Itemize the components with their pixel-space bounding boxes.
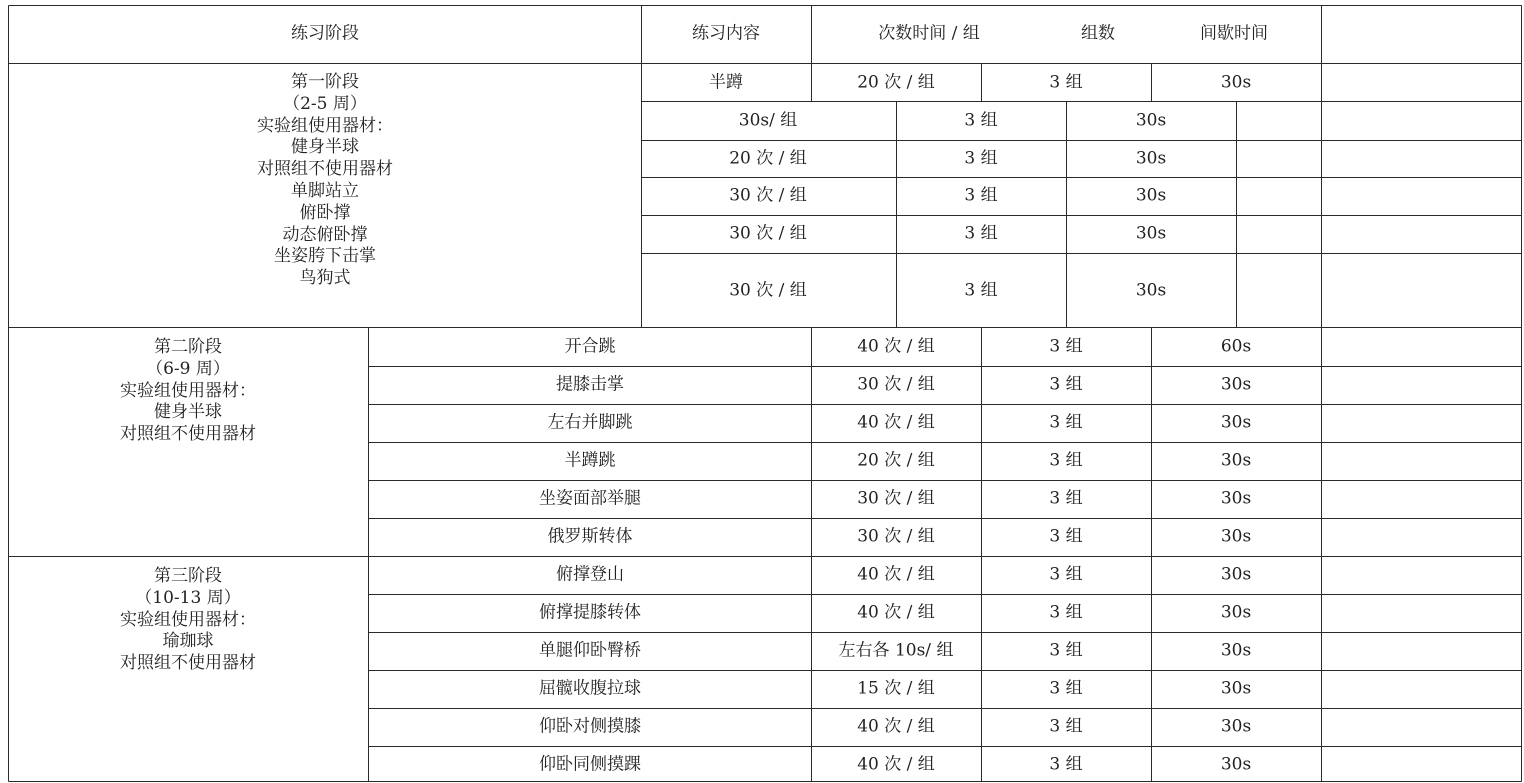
table-cell-reps: 30s/ 组 [738, 110, 798, 131]
table-cell-content: 仰卧对侧摸膝 [539, 716, 641, 737]
table-cell-content: 仰卧同侧摸踝 [539, 754, 641, 775]
table-cell-rest: 30s [1220, 754, 1252, 775]
table-cell-rest: 30s [1135, 185, 1167, 206]
header-content: 练习内容 [692, 23, 760, 44]
table-cell-reps: 40 次 / 组 [857, 564, 935, 585]
header-rest: 间歇时间 [1200, 23, 1268, 44]
table-cell-sets: 3 组 [1049, 488, 1083, 509]
header-sets: 组数 [1081, 23, 1115, 44]
table-cell-sets: 3 组 [1049, 754, 1083, 775]
table-cell-reps: 20 次 / 组 [857, 72, 935, 93]
table-cell-reps: 30 次 / 组 [729, 223, 807, 244]
table-cell-rest: 30s [1220, 678, 1252, 699]
table-cell-sets: 3 组 [964, 148, 998, 169]
table-cell-content: 左右并脚跳 [547, 412, 633, 433]
table-cell-content: 俯撑登山 [556, 564, 624, 585]
table-cell-rest: 30s [1220, 602, 1252, 623]
table-cell-reps: 30 次 / 组 [857, 526, 935, 547]
table-cell-reps: 40 次 / 组 [857, 754, 935, 775]
table-cell-rest: 30s [1135, 110, 1167, 131]
stage-2-label: 第二阶段 （6-9 周） 实验组使用器材： 健身半球 对照组不使用器材 [120, 337, 256, 445]
table-cell-content: 半蹲 [709, 72, 743, 93]
table-cell-sets: 3 组 [1049, 412, 1083, 433]
table-cell-reps: 20 次 / 组 [729, 148, 807, 169]
table-cell-sets: 3 组 [1049, 602, 1083, 623]
table-cell-rest: 30s [1220, 564, 1252, 585]
table-cell-reps: 30 次 / 组 [857, 488, 935, 509]
table-cell-rest: 30s [1220, 488, 1252, 509]
table-cell-rest: 30s [1135, 148, 1167, 169]
table-cell-sets: 3 组 [964, 110, 998, 131]
table-cell-sets: 3 组 [1049, 564, 1083, 585]
table-cell-content: 俄罗斯转体 [547, 526, 633, 547]
table-cell-content: 俯撑提膝转体 [539, 602, 641, 623]
table-cell-content: 单腿仰卧臀桥 [539, 640, 641, 661]
table-cell-rest: 30s [1220, 450, 1252, 471]
table-cell-content: 提膝击掌 [556, 374, 624, 395]
table-cell-sets: 3 组 [1049, 678, 1083, 699]
table-cell-sets: 3 组 [1049, 640, 1083, 661]
header-stage: 练习阶段 [291, 23, 359, 44]
table-cell-reps: 40 次 / 组 [857, 336, 935, 357]
stage-1-label: 第一阶段 （2-5 周） 实验组使用器材： 健身半球 对照组不使用器材 单脚站立 俯卧撑 动态俯卧撑 坐姿胯下击掌 鸟狗式 [257, 72, 393, 289]
stage-3-label: 第三阶段 （10-13 周） 实验组使用器材： 瑜珈球 对照组不使用器材 [120, 566, 256, 674]
table-cell-rest: 30s [1220, 412, 1252, 433]
table-cell-sets: 3 组 [964, 185, 998, 206]
table-cell-rest: 30s [1220, 72, 1252, 93]
table-cell-rest: 30s [1220, 640, 1252, 661]
table-cell-content: 开合跳 [564, 336, 616, 357]
table-cell-sets: 3 组 [1049, 716, 1083, 737]
table-cell-reps: 30 次 / 组 [729, 185, 807, 206]
table-cell-content: 半蹲跳 [564, 450, 616, 471]
table-cell-rest: 30s [1135, 223, 1167, 244]
table-cell-sets: 3 组 [1049, 374, 1083, 395]
table-cell-reps: 30 次 / 组 [729, 280, 807, 301]
table-cell-reps: 20 次 / 组 [857, 450, 935, 471]
table-cell-reps: 左右各 10s/ 组 [838, 640, 954, 661]
table-cell-sets: 3 组 [1049, 336, 1083, 357]
table-cell-reps: 40 次 / 组 [857, 602, 935, 623]
table-cell-sets: 3 组 [1049, 72, 1083, 93]
table-cell-reps: 15 次 / 组 [857, 678, 935, 699]
table-cell-sets: 3 组 [964, 223, 998, 244]
table-cell-content: 坐姿面部举腿 [539, 488, 641, 509]
table-cell-rest: 30s [1220, 716, 1252, 737]
table-cell-reps: 40 次 / 组 [857, 412, 935, 433]
table-cell-rest: 60s [1220, 336, 1252, 357]
table-cell-rest: 30s [1220, 374, 1252, 395]
table-cell-reps: 30 次 / 组 [857, 374, 935, 395]
table-cell-reps: 40 次 / 组 [857, 716, 935, 737]
table-cell-rest: 30s [1220, 526, 1252, 547]
table-cell-sets: 3 组 [1049, 526, 1083, 547]
table-cell-content: 屈髋收腹拉球 [539, 678, 641, 699]
header-reps: 次数时间 / 组 [878, 23, 980, 44]
table-cell-sets: 3 组 [964, 280, 998, 301]
table-cell-sets: 3 组 [1049, 450, 1083, 471]
table-cell-rest: 30s [1135, 280, 1167, 301]
